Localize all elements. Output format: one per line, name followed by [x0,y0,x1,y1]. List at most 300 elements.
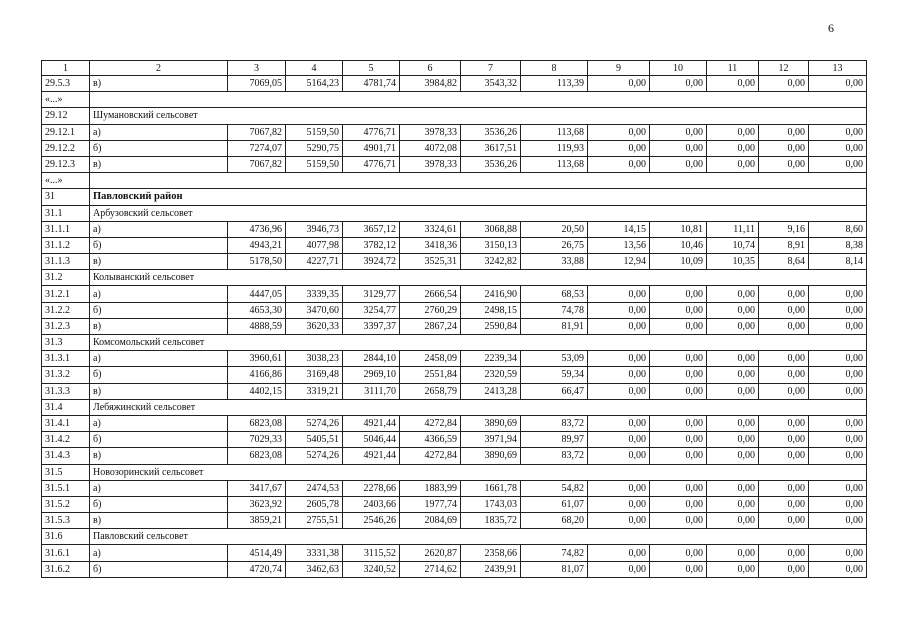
value-cell: 61,07 [521,496,588,512]
value-cell: 0,00 [759,351,809,367]
value-cell: 3978,33 [400,156,461,172]
value-cell: 3115,52 [343,545,400,561]
table-header-row [42,61,867,76]
value-cell: 0,00 [809,156,867,172]
value-cell: 0,00 [588,140,650,156]
row-code: 31.4.1 [42,415,90,431]
value-cell: 3960,61 [228,351,286,367]
row-code: 31.6.1 [42,545,90,561]
value-cell: 0,00 [650,432,707,448]
value-cell: 0,00 [759,156,809,172]
value-cell: 4402,15 [228,383,286,399]
value-cell: 0,00 [809,496,867,512]
value-cell: 0,00 [588,76,650,92]
value-cell: 1661,78 [461,480,521,496]
value-cell: 0,00 [759,124,809,140]
value-cell: 5274,26 [286,415,343,431]
value-cell: 5178,50 [228,254,286,270]
value-cell: 0,00 [759,513,809,529]
row-label: а) [90,221,228,237]
value-cell: 4272,84 [400,415,461,431]
value-cell: 119,93 [521,140,588,156]
value-cell: 2439,91 [461,561,521,577]
row-code: 29.12.2 [42,140,90,156]
value-cell: 0,00 [707,415,759,431]
value-cell: 2714,62 [400,561,461,577]
value-cell: 14,15 [588,221,650,237]
value-cell: 3397,37 [343,318,400,334]
value-cell: 113,68 [521,124,588,140]
value-cell: 0,00 [707,351,759,367]
row-code: 31.2 [42,270,90,286]
value-cell: 0,00 [759,383,809,399]
value-cell: 5274,26 [286,448,343,464]
value-cell: 2498,15 [461,302,521,318]
value-cell: 20,50 [521,221,588,237]
value-cell: 2551,84 [400,367,461,383]
ellipsis-row [42,173,867,189]
value-cell: 0,00 [707,318,759,334]
table-row [42,513,867,529]
value-cell: 4776,71 [343,124,400,140]
value-cell: 74,82 [521,545,588,561]
value-cell: 3470,60 [286,302,343,318]
section-row [42,335,867,351]
value-cell: 5405,51 [286,432,343,448]
value-cell: 0,00 [650,124,707,140]
value-cell: 5164,23 [286,76,343,92]
empty-cell [90,92,867,108]
value-cell: 0,00 [707,545,759,561]
section-name: Лебяжинский сельсовет [90,399,867,415]
value-cell: 3319,21 [286,383,343,399]
value-cell: 10,74 [707,237,759,253]
value-cell: 2278,66 [343,480,400,496]
value-cell: 2658,79 [400,383,461,399]
value-cell: 3623,92 [228,496,286,512]
value-cell: 0,00 [707,480,759,496]
row-label: б) [90,140,228,156]
table-row [42,432,867,448]
value-cell: 3617,51 [461,140,521,156]
value-cell: 0,00 [809,140,867,156]
value-cell: 3890,69 [461,415,521,431]
value-cell: 0,00 [759,367,809,383]
value-cell: 0,00 [588,415,650,431]
value-cell: 5159,50 [286,124,343,140]
value-cell: 0,00 [809,448,867,464]
value-cell: 2969,10 [343,367,400,383]
value-cell: 3111,70 [343,383,400,399]
section-row [42,464,867,480]
value-cell: 33,88 [521,254,588,270]
value-cell: 0,00 [588,432,650,448]
value-cell: 81,07 [521,561,588,577]
value-cell: 0,00 [707,156,759,172]
value-cell: 0,00 [650,318,707,334]
value-cell: 2413,28 [461,383,521,399]
value-cell: 4736,96 [228,221,286,237]
value-cell: 0,00 [707,561,759,577]
table-row [42,254,867,270]
value-cell: 0,00 [588,513,650,529]
table-row [42,415,867,431]
region-name: Павловский район [90,189,867,205]
value-cell: 2867,24 [400,318,461,334]
value-cell: 5290,75 [286,140,343,156]
section-name: Арбузовский сельсовет [90,205,867,221]
value-cell: 4776,71 [343,156,400,172]
row-label: б) [90,237,228,253]
row-code: 31.6 [42,529,90,545]
value-cell: 4720,74 [228,561,286,577]
value-cell: 0,00 [759,286,809,302]
value-cell: 0,00 [707,286,759,302]
value-cell: 0,00 [650,513,707,529]
column-header: 10 [650,61,707,76]
value-cell: 4888,59 [228,318,286,334]
value-cell: 0,00 [650,156,707,172]
value-cell: 2605,78 [286,496,343,512]
value-cell: 81,91 [521,318,588,334]
row-label: в) [90,76,228,92]
value-cell: 0,00 [759,448,809,464]
row-label: в) [90,156,228,172]
value-cell: 2844,10 [343,351,400,367]
value-cell: 0,00 [588,286,650,302]
value-cell: 0,00 [650,140,707,156]
row-code: 31.4.2 [42,432,90,448]
section-row [42,108,867,124]
column-header: 12 [759,61,809,76]
section-name: Новозоринский сельсовет [90,464,867,480]
table-row [42,302,867,318]
value-cell: 0,00 [650,561,707,577]
value-cell: 3782,12 [343,237,400,253]
value-cell: 83,72 [521,415,588,431]
empty-cell [90,173,867,189]
value-cell: 53,09 [521,351,588,367]
value-cell: 0,00 [707,367,759,383]
value-cell: 2546,26 [343,513,400,529]
value-cell: 0,00 [650,480,707,496]
value-cell: 1977,74 [400,496,461,512]
value-cell: 2358,66 [461,545,521,561]
value-cell: 0,00 [759,561,809,577]
value-cell: 10,81 [650,221,707,237]
value-cell: 0,00 [588,318,650,334]
value-cell: 83,72 [521,448,588,464]
value-cell: 0,00 [650,383,707,399]
value-cell: 3536,26 [461,156,521,172]
value-cell: 3924,72 [343,254,400,270]
value-cell: 0,00 [650,302,707,318]
value-cell: 2416,90 [461,286,521,302]
section-name: Колыванский сельсовет [90,270,867,286]
section-name: Шумановский сельсовет [90,108,867,124]
value-cell: 0,00 [707,140,759,156]
value-cell: 2755,51 [286,513,343,529]
value-cell: 12,94 [588,254,650,270]
value-cell: 3242,82 [461,254,521,270]
value-cell: 66,47 [521,383,588,399]
column-header: 5 [343,61,400,76]
value-cell: 0,00 [650,448,707,464]
row-label: в) [90,383,228,399]
column-header: 3 [228,61,286,76]
table-row [42,448,867,464]
value-cell: 0,00 [707,124,759,140]
value-cell: 26,75 [521,237,588,253]
value-cell: 0,00 [707,448,759,464]
value-cell: 10,09 [650,254,707,270]
row-code: 31.1.3 [42,254,90,270]
value-cell: 3859,21 [228,513,286,529]
ellipsis-row [42,92,867,108]
value-cell: 0,00 [759,302,809,318]
value-cell: 2403,66 [343,496,400,512]
section-row [42,399,867,415]
value-cell: 4781,74 [343,76,400,92]
row-code: 31.3.3 [42,383,90,399]
table-row [42,367,867,383]
section-row [42,529,867,545]
row-label: а) [90,480,228,496]
region-row [42,189,867,205]
value-cell: 0,00 [809,415,867,431]
row-code: 31.3.1 [42,351,90,367]
value-cell: 0,00 [759,432,809,448]
value-cell: 0,00 [650,76,707,92]
value-cell: 0,00 [707,513,759,529]
column-header: 9 [588,61,650,76]
value-cell: 3890,69 [461,448,521,464]
value-cell: 0,00 [759,318,809,334]
value-cell: 10,35 [707,254,759,270]
row-code: 31 [42,189,90,205]
table-row [42,545,867,561]
table-row [42,221,867,237]
value-cell: 0,00 [809,383,867,399]
value-cell: 0,00 [650,496,707,512]
value-cell: 0,00 [707,302,759,318]
value-cell: 3169,48 [286,367,343,383]
value-cell: 4077,98 [286,237,343,253]
value-cell: 4943,21 [228,237,286,253]
table-row [42,124,867,140]
value-cell: 0,00 [588,448,650,464]
value-cell: 1835,72 [461,513,521,529]
value-cell: 10,46 [650,237,707,253]
value-cell: 59,34 [521,367,588,383]
value-cell: 4447,05 [228,286,286,302]
section-name: Комсомольский сельсовет [90,335,867,351]
value-cell: 4921,44 [343,415,400,431]
value-cell: 0,00 [759,496,809,512]
row-code: 31.1.1 [42,221,90,237]
table-row [42,496,867,512]
table-row [42,140,867,156]
value-cell: 3657,12 [343,221,400,237]
value-cell: 7067,82 [228,156,286,172]
value-cell: 0,00 [809,545,867,561]
value-cell: 0,00 [650,367,707,383]
value-cell: 3417,67 [228,480,286,496]
row-code: 31.5.1 [42,480,90,496]
value-cell: 3418,36 [400,237,461,253]
value-cell: 0,00 [759,140,809,156]
value-cell: 68,53 [521,286,588,302]
value-cell: 8,60 [809,221,867,237]
value-cell: 3324,61 [400,221,461,237]
value-cell: 5159,50 [286,156,343,172]
value-cell: 8,14 [809,254,867,270]
value-cell: 3946,73 [286,221,343,237]
value-cell: 4921,44 [343,448,400,464]
value-cell: 54,82 [521,480,588,496]
value-cell: 2760,29 [400,302,461,318]
value-cell: 0,00 [588,367,650,383]
value-cell: 8,64 [759,254,809,270]
row-code: 31.4 [42,399,90,415]
value-cell: 0,00 [809,432,867,448]
value-cell: 6823,08 [228,448,286,464]
value-cell: 0,00 [759,545,809,561]
row-label: в) [90,513,228,529]
value-cell: 2666,54 [400,286,461,302]
value-cell: 11,11 [707,221,759,237]
section-row [42,270,867,286]
row-label: в) [90,448,228,464]
value-cell: 0,00 [650,545,707,561]
table-row [42,237,867,253]
value-cell: 3462,63 [286,561,343,577]
value-cell: 3331,38 [286,545,343,561]
value-cell: 2320,59 [461,367,521,383]
column-header: 13 [809,61,867,76]
column-header: 8 [521,61,588,76]
value-cell: 3038,23 [286,351,343,367]
value-cell: 0,00 [809,318,867,334]
column-header: 4 [286,61,343,76]
value-cell: 0,00 [588,351,650,367]
row-label: а) [90,124,228,140]
value-cell: 0,00 [588,124,650,140]
row-label: а) [90,286,228,302]
value-cell: 2590,84 [461,318,521,334]
row-code: 31.3.2 [42,367,90,383]
value-cell: 4272,84 [400,448,461,464]
value-cell: 7029,33 [228,432,286,448]
value-cell: 0,00 [809,351,867,367]
value-cell: 7067,82 [228,124,286,140]
table-row [42,351,867,367]
row-code: 31.5.2 [42,496,90,512]
row-code: 31.3 [42,335,90,351]
table-row [42,156,867,172]
value-cell: 0,00 [809,76,867,92]
value-cell: 1743,03 [461,496,521,512]
value-cell: 0,00 [809,286,867,302]
row-code: 31.2.2 [42,302,90,318]
value-cell: 0,00 [707,76,759,92]
table-row [42,383,867,399]
row-label: б) [90,496,228,512]
value-cell: 2474,53 [286,480,343,496]
value-cell: 5046,44 [343,432,400,448]
value-cell: 3620,33 [286,318,343,334]
value-cell: 0,00 [650,415,707,431]
page-number: 6 [828,21,834,35]
value-cell: 3984,82 [400,76,461,92]
value-cell: 113,68 [521,156,588,172]
row-label: а) [90,545,228,561]
value-cell: 0,00 [809,302,867,318]
value-cell: 7274,07 [228,140,286,156]
value-cell: 68,20 [521,513,588,529]
value-cell: 0,00 [809,513,867,529]
row-code: 31.2.3 [42,318,90,334]
value-cell: 0,00 [759,415,809,431]
row-code: 31.1.2 [42,237,90,253]
value-cell: 0,00 [809,124,867,140]
section-row [42,205,867,221]
value-cell: 8,38 [809,237,867,253]
row-label: б) [90,432,228,448]
value-cell: 8,91 [759,237,809,253]
value-cell: 4072,08 [400,140,461,156]
value-cell: 3971,94 [461,432,521,448]
value-cell: 3254,77 [343,302,400,318]
value-cell: 0,00 [809,480,867,496]
row-label: б) [90,561,228,577]
value-cell: 2239,34 [461,351,521,367]
row-code: 31.1 [42,205,90,221]
value-cell: 0,00 [588,156,650,172]
row-code: 29.12 [42,108,90,124]
row-label: а) [90,415,228,431]
row-code: 31.4.3 [42,448,90,464]
section-name: Павловский сельсовет [90,529,867,545]
value-cell: 4653,30 [228,302,286,318]
value-cell: 0,00 [650,286,707,302]
value-cell: 0,00 [759,480,809,496]
value-cell: 3068,88 [461,221,521,237]
value-cell: 0,00 [588,561,650,577]
column-header: 11 [707,61,759,76]
table-row [42,76,867,92]
column-header: 1 [42,61,90,76]
row-label: в) [90,254,228,270]
table-row [42,286,867,302]
row-code: 31.6.2 [42,561,90,577]
value-cell: 0,00 [588,480,650,496]
row-code: 31.5 [42,464,90,480]
value-cell: 0,00 [588,545,650,561]
value-cell: 3129,77 [343,286,400,302]
column-header: 6 [400,61,461,76]
value-cell: 7069,05 [228,76,286,92]
row-label: в) [90,318,228,334]
row-label: б) [90,367,228,383]
value-cell: 89,97 [521,432,588,448]
value-cell: 4366,59 [400,432,461,448]
table-row [42,318,867,334]
value-cell: 3536,26 [461,124,521,140]
value-cell: 1883,99 [400,480,461,496]
value-cell: 0,00 [759,76,809,92]
value-cell: 0,00 [588,383,650,399]
